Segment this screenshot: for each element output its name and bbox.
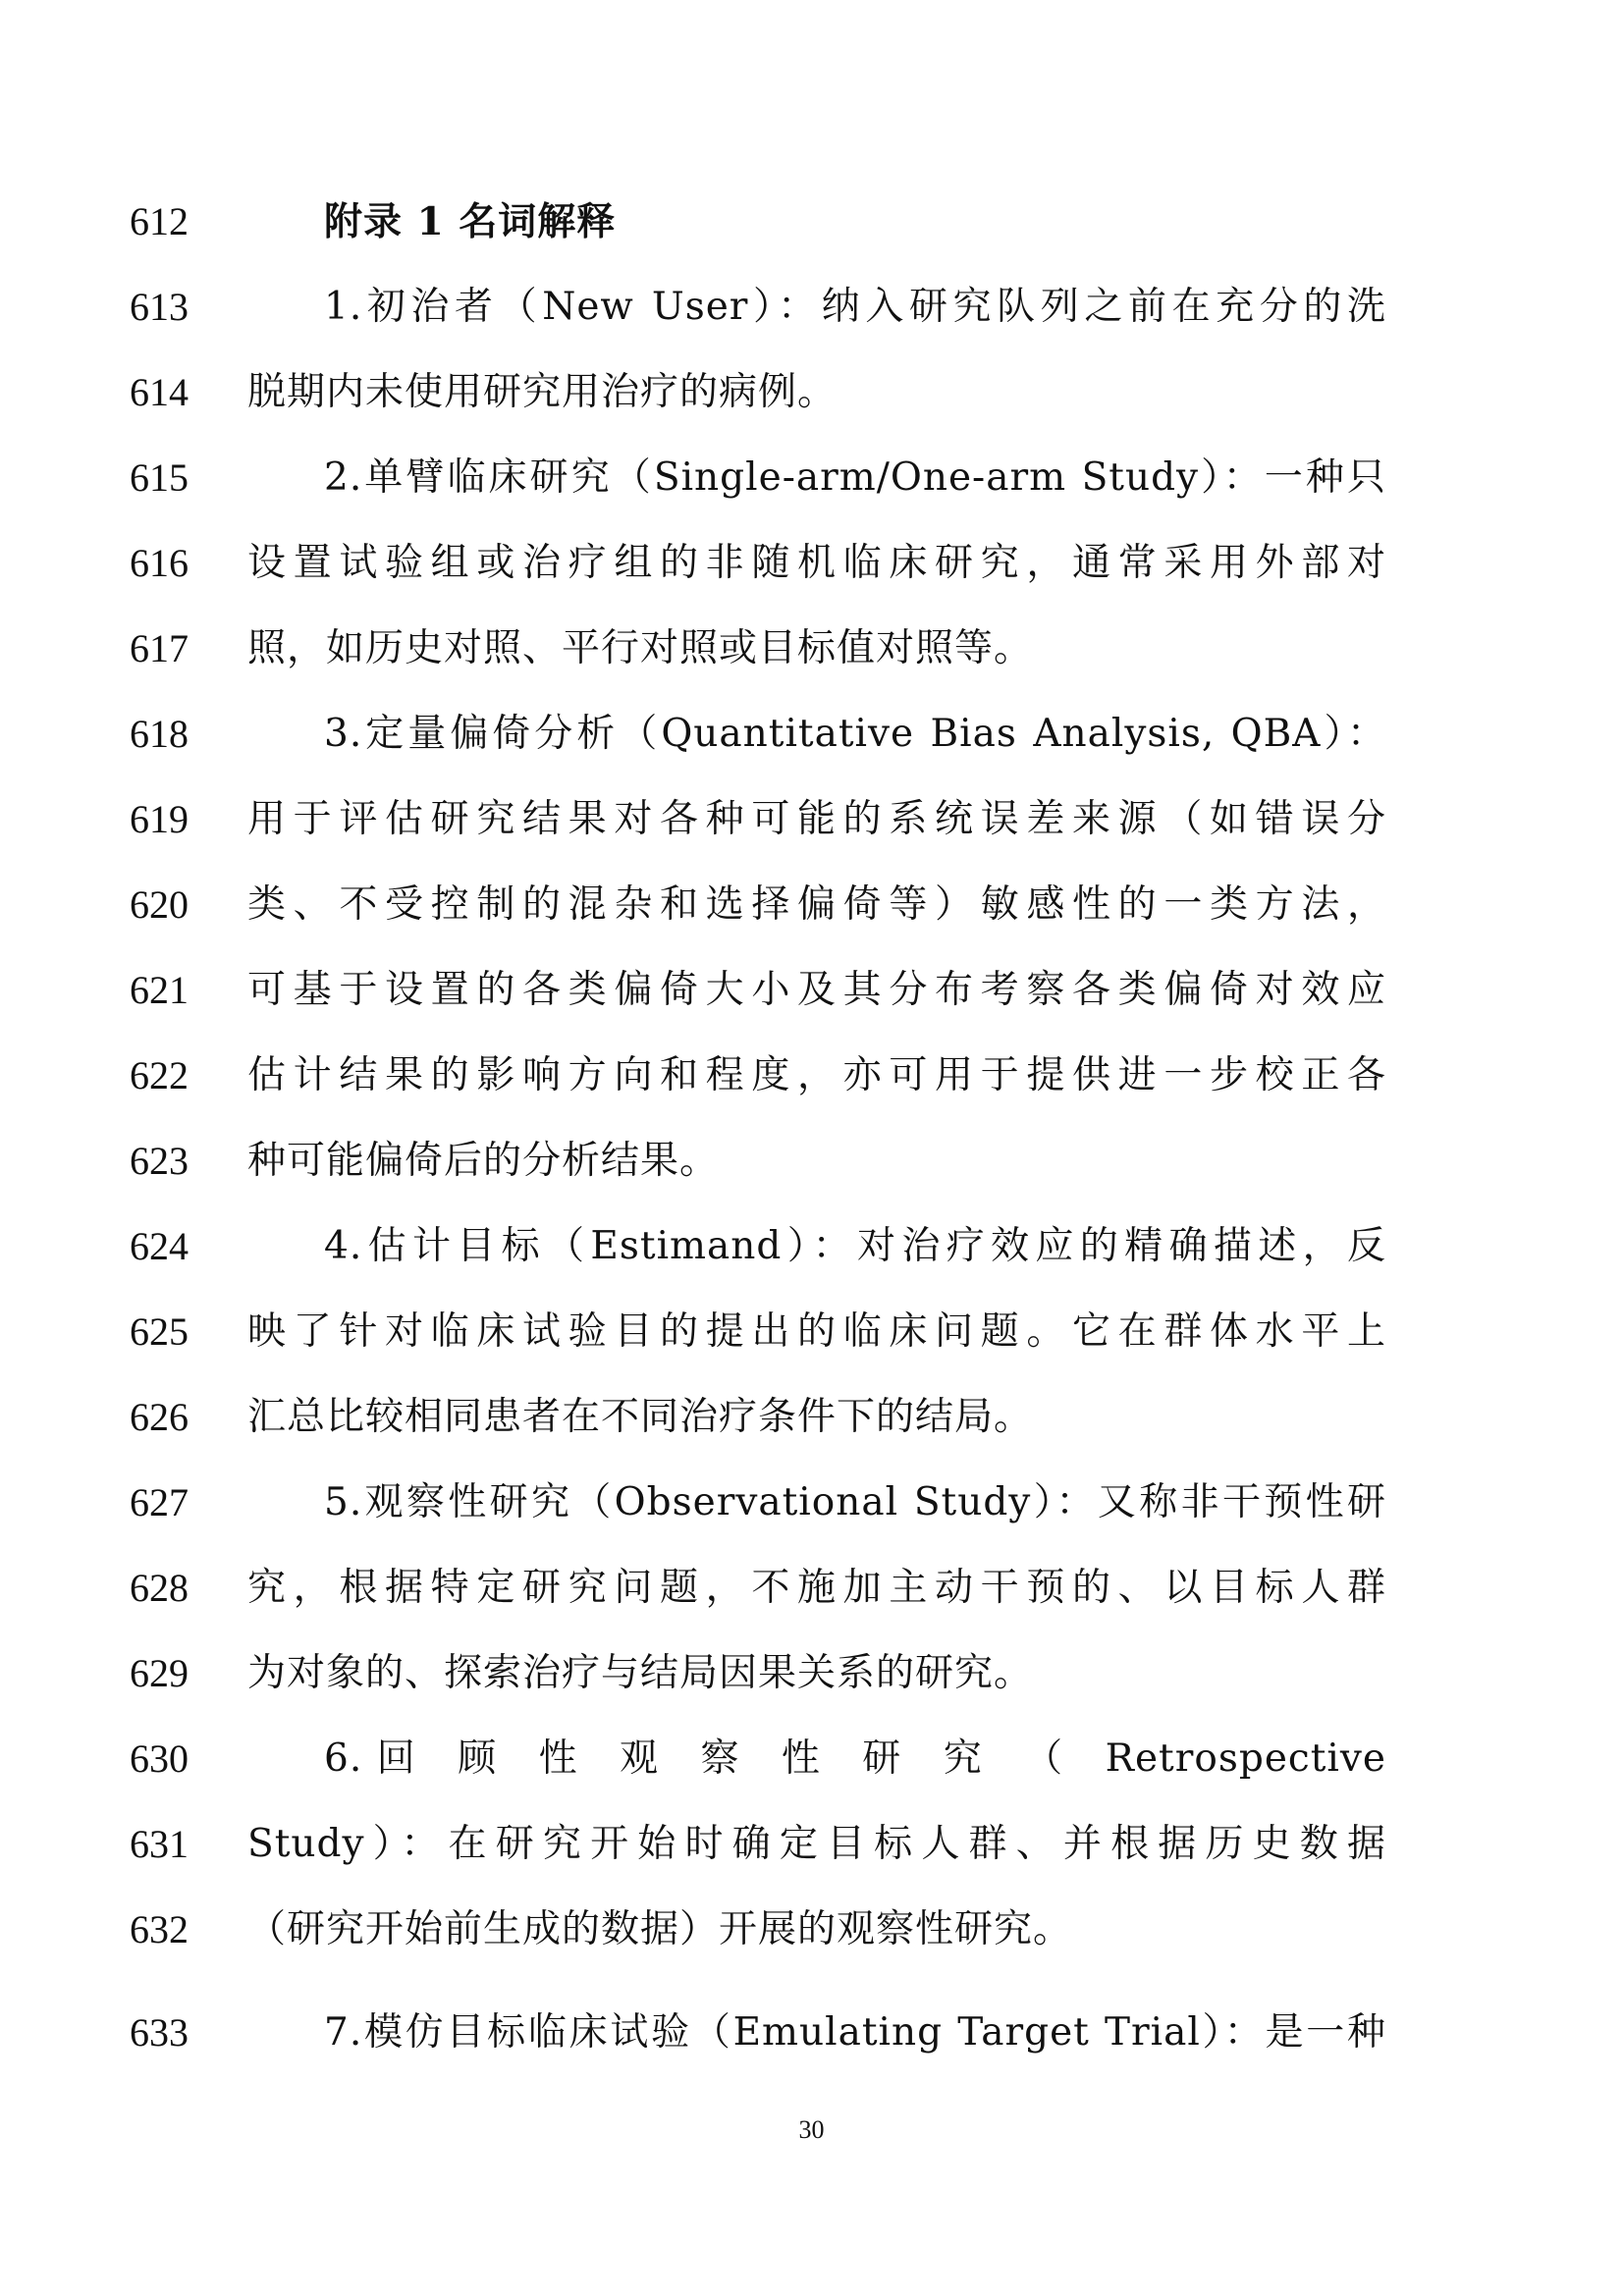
text-line — [0, 187, 1623, 256]
line-text: 6.回 顾 性 观 察 性 研 究 （ Retrospective — [324, 1736, 1386, 1781]
line-text: 种可能偏倚后的分析结果。 — [247, 1139, 720, 1183]
text-line — [0, 273, 1623, 342]
line-number: 614 — [130, 370, 189, 414]
line-number: 628 — [130, 1566, 189, 1610]
text-line — [0, 529, 1623, 598]
line-text: 估计结果的影响方向和程度，亦可用于提供进一步校正各 — [247, 1053, 1386, 1097]
text-line — [0, 1383, 1623, 1452]
line-number: 622 — [130, 1053, 189, 1097]
line-text: 究，根据特定研究问题，不施加主动干预的、以目标人群 — [247, 1566, 1386, 1610]
line-number: 626 — [130, 1395, 189, 1439]
text-line — [0, 444, 1623, 512]
line-text: 2.单臂临床研究（Single-arm/One-arm Study）：一种只 — [324, 455, 1386, 500]
text-line — [0, 1468, 1623, 1537]
text-line — [0, 1639, 1623, 1708]
line-text: 类、不受控制的混杂和选择偏倚等）敏感性的一类方法， — [247, 882, 1386, 927]
text-line — [0, 871, 1623, 939]
line-number: 632 — [130, 1907, 189, 1951]
line-number: 613 — [130, 285, 189, 329]
line-number: 624 — [130, 1224, 189, 1268]
line-number: 623 — [130, 1139, 189, 1183]
text-line — [0, 1212, 1623, 1281]
line-text: 为对象的、探索治疗与结局因果关系的研究。 — [247, 1651, 1034, 1695]
line-number: 620 — [130, 882, 189, 927]
line-number: 612 — [130, 199, 189, 243]
line-text: （研究开始前生成的数据）开展的观察性研究。 — [247, 1907, 1073, 1951]
line-text: 设置试验组或治疗组的非随机临床研究，通常采用外部对 — [247, 541, 1386, 585]
line-number: 619 — [130, 797, 189, 841]
text-line — [0, 785, 1623, 854]
line-number: 618 — [130, 712, 189, 756]
line-text: 3.定量偏倚分析（Quantitative Bias Analysis, QBA）： — [324, 712, 1386, 756]
line-text: 7.模仿目标临床试验（Emulating Target Trial）：是一种 — [324, 2010, 1386, 2055]
line-number: 625 — [130, 1309, 189, 1354]
line-text: 脱期内未使用研究用治疗的病例。 — [247, 370, 838, 414]
line-number: 630 — [130, 1736, 189, 1781]
text-line — [0, 1999, 1623, 2067]
line-text: 1.初治者（New User）：纳入研究队列之前在充分的洗 — [324, 285, 1386, 329]
text-line — [0, 1810, 1623, 1879]
text-line — [0, 1127, 1623, 1196]
text-line — [0, 1725, 1623, 1793]
line-number: 621 — [130, 968, 189, 1012]
line-text: 可基于设置的各类偏倚大小及其分布考察各类偏倚对效应 — [247, 968, 1386, 1012]
line-text: 用于评估研究结果对各种可能的系统误差来源（如错误分 — [247, 797, 1386, 841]
text-line — [0, 956, 1623, 1025]
line-text: 映了针对临床试验目的提出的临床问题。它在群体水平上 — [247, 1309, 1386, 1354]
line-number: 616 — [130, 541, 189, 585]
line-number: 615 — [130, 455, 189, 500]
text-line — [0, 1896, 1623, 1964]
text-line — [0, 1298, 1623, 1366]
line-text: 照，如历史对照、平行对照或目标值对照等。 — [247, 626, 1034, 670]
line-number: 631 — [130, 1822, 189, 1866]
line-number: 617 — [130, 626, 189, 670]
line-number: 627 — [130, 1480, 189, 1524]
line-text: Study）：在研究开始时确定目标人群、并根据历史数据 — [247, 1822, 1386, 1866]
text-line — [0, 614, 1623, 683]
text-line — [0, 358, 1623, 427]
text-line — [0, 1041, 1623, 1110]
section-heading: 附录 1 名词解释 — [324, 199, 617, 244]
line-number: 629 — [130, 1651, 189, 1695]
line-number: 633 — [130, 2010, 189, 2055]
line-text: 汇总比较相同患者在不同治疗条件下的结局。 — [247, 1395, 1034, 1439]
text-line — [0, 700, 1623, 769]
page-number: 30 — [798, 2115, 825, 2144]
text-line — [0, 1554, 1623, 1623]
line-text: 5.观察性研究（Observational Study）：又称非干预性研 — [324, 1480, 1386, 1524]
line-text: 4.估计目标（Estimand）：对治疗效应的精确描述，反 — [324, 1224, 1386, 1268]
